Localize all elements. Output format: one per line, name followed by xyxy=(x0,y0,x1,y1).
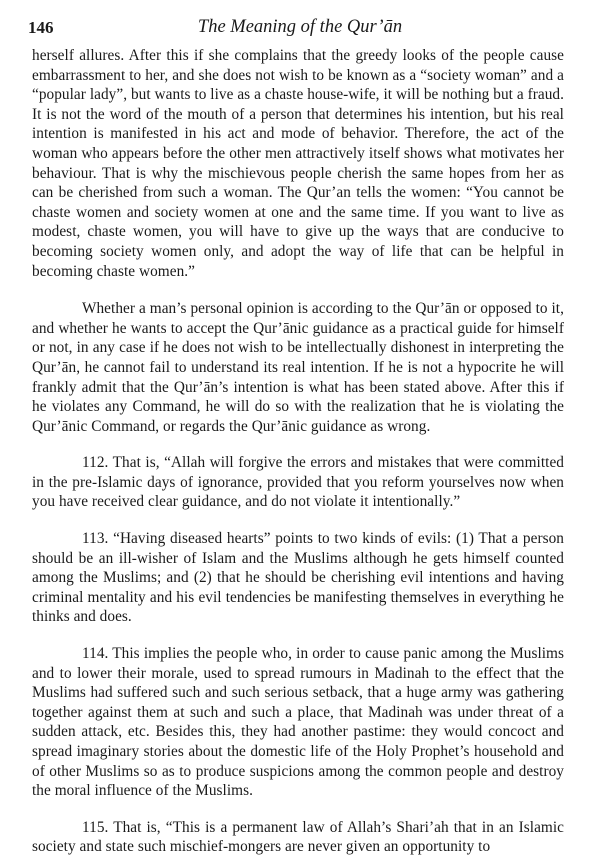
paragraph: Whether a man’s personal opinion is according to the Qur’ān or opposed to it, and whether he wants to accept the Qur’ānic guidance as a practical guide for himself or not, in any case if he does not wish to be intellectually dishonest in interpreting the Qur’ān, he cannot fail to understand its real intention. If he is not a hypocrite he will frankly admit that the Qur’ān’s intention is what has been stated above. After this if he violates any Command, he will do so with the realization that he is violating the Qur’ānic Command, or regards the Qur’ānic guidance as wrong. xyxy=(32,300,564,435)
footnote-113: 113. “Having diseased hearts” points to two kinds of evils: (1) That a person should be an ill-wisher of Islam and the Muslims although he gets himself counted among the Muslims; and (2) that he should be cherishing evil intentions and having criminal mentality and his evil tendencies be manifesting themselves in everything he thinks and does. xyxy=(32,530,564,626)
footnote-115: 115. That is, “This is a permanent law of Allah’s Shari’ah that in an Islamic society and state such mischief-mongers are never given an opportunity to xyxy=(32,818,564,856)
running-title: The Meaning of the Qur’ān xyxy=(197,17,403,37)
paragraph-continuation: herself allures. After this if she complains that the greedy looks of the people cause embarrassment to her, and she does not wish to be known as a “society woman” and a “popular lady”, but wants to live as a chaste house-wife, it will be nothing but a fraud. It is not the word of the mouth of a person that determines his intention, but his real intention is manifested in his act and mode of behavior. Therefore, the act of the woman who appears before the other men attractively itself shows what motivates her behaviour. That is why the mischievous people cherish the same hopes from her as can be cherished from such a woman. The Qur’an tells the women: “You cannot be chaste women and society women at one and the same time. If you want to live as modest, chaste women, you will have to give up the ways that are conducive to becoming society women only, and adopt the way of life that can be helpful in becoming chaste women.” xyxy=(32,47,564,280)
footnote-114: 114. This implies the people who, in order to cause panic among the Muslims and to lower their morale, used to spread rumours in Madinah to the effect that the Muslims had suffered such and such serious setback, that a huge army was gathering together against them at such and such a place, that Madinah was under threat of a sudden attack, etc. Besides this, they had another pastime: they would concoct and spread imaginary stories about the domestic life of the Holy Prophet’s household and of other Muslims so as to produce suspicions among the common people and destroy the moral influence of the Muslims. xyxy=(32,645,564,800)
footnote-112: 112. That is, “Allah will forgive the errors and mistakes that were committed in the pre-Islamic days of ignorance, provided that you reform yourselves now when you have received clear guidance, and do not violate it intentionally.” xyxy=(32,454,564,511)
page-header xyxy=(28,14,572,44)
page-number: 146 xyxy=(28,18,54,37)
body-text xyxy=(32,46,564,857)
